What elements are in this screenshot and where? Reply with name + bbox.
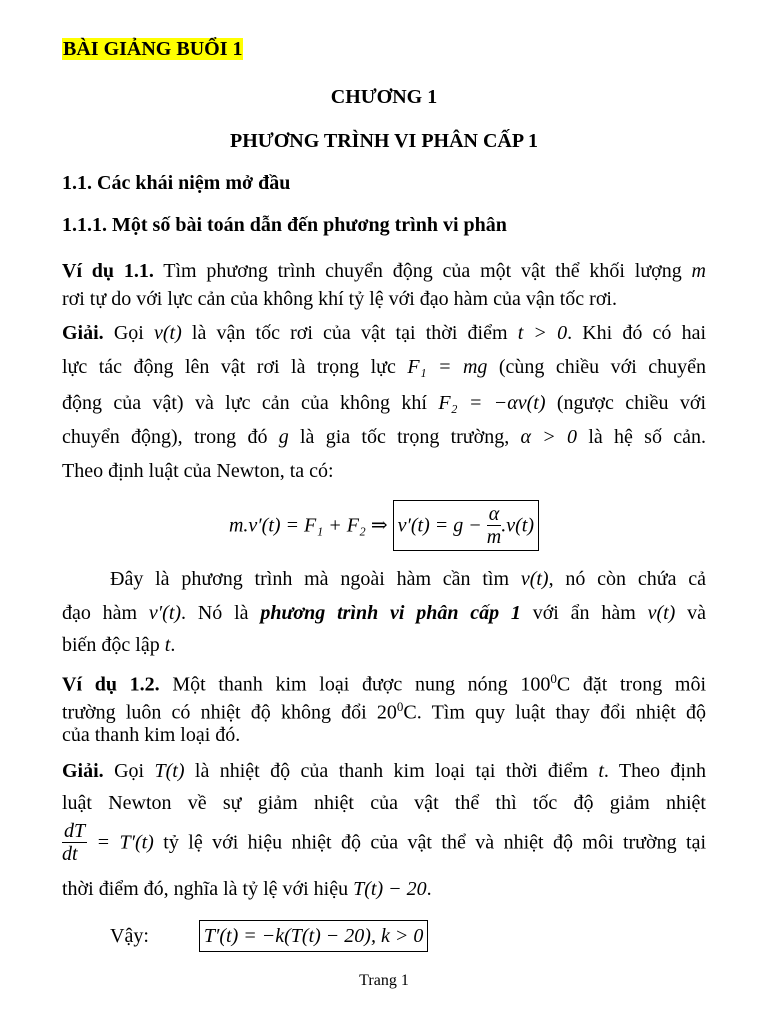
result-line: Vậy: T′(t) = −k(T(t) − 20), k > 0 [110,920,706,952]
paragraph-1-line-1: Đây là phương trình mà ngoài hàm cần tìm v(t), nó còn chứa cả [110,568,706,590]
equation-motion: m.v′(t) = F₁ + F₂ ⇒ v′(t) = g − $\frac{\alpha}{m}$ .v(t) [62,500,706,550]
boxed-result-equation: T′(t) = −k(T(t) − 20), k > 0 [199,920,428,952]
boxed-equation: v′(t) = g − $\frac{\alpha}{m}$ .v(t) [393,500,539,551]
section-heading: 1.1. Các khái niệm mở đầu [62,172,291,194]
paragraph-1-line-3: biến độc lập t. [62,634,176,656]
paragraph-1-line-2: đạo hàm v′(t). Nó là phương trình vi phân cấp 1 với ẩn hàm v(t) và [62,602,706,624]
solution-1-line-3: động của vật) và lực cản của không khí F₂ = −αv(t) (ngược chiều với [62,392,707,414]
chapter-heading: CHƯƠNG 1 [330,86,438,108]
solution-1-line-1: Giải. Gọi v(t) là vận tốc rơi của vật tại thời điểm t > 0. Khi đó có hai [62,322,707,344]
solution-1-line-2: lực tác động lên vật rơi là trọng lực F₁ = mg (cùng chiều với chuyển [62,356,707,378]
chapter-title: PHƯƠNG TRÌNH VI PHÂN CẤP 1 [230,130,538,152]
solution-2-line-2: luật Newton về sự giảm nhiệt của vật thể thì tốc độ giảm nhiệt [62,792,706,814]
example-1-line-1: Ví dụ 1.1. Tìm phương trình chuyển động của một vật thể khối lượng m [62,260,706,282]
lecture-banner: BÀI GIẢNG BUỔI 1 [63,38,243,60]
example-2-line-1: Ví dụ 1.2. Một thanh kim loại được nung nóng $100^0C$ đặt trong môi [62,671,707,696]
page-number: Trang 1 [359,972,409,989]
solution-2-line-4: thời điểm đó, nghĩa là tỷ lệ với hiệu T(t) − 20. [62,878,432,900]
solution-2-line-3: $\frac{dT}{dt}$ = T′(t) tỷ lệ với hiệu nhiệt độ của vật thể và nhiệt độ môi trường tại [62,820,707,865]
example-2-line-2: trường luôn có nhiệt độ không đổi $20^0C$. Tìm quy luật thay đổi nhiệt độ [62,699,706,724]
subsection-heading: 1.1.1. Một số bài toán dẫn đến phương trình vi phân [62,214,507,236]
solution-2-line-1: Giải. Gọi T(t) là nhiệt độ của thanh kim loại tại thời điểm t. Theo định [62,760,706,782]
solution-1-line-5: Theo định luật của Newton, ta có: [62,460,334,482]
example-2-line-3: của thanh kim loại đó. [62,724,241,746]
example-1-line-2: rơi tự do với lực cản của không khí tỷ lệ với đạo hàm của vận tốc rơi. [62,288,617,310]
solution-1-line-4: chuyển động), trong đó g là gia tốc trọng trường, α > 0 là hệ số cản. [62,426,706,448]
